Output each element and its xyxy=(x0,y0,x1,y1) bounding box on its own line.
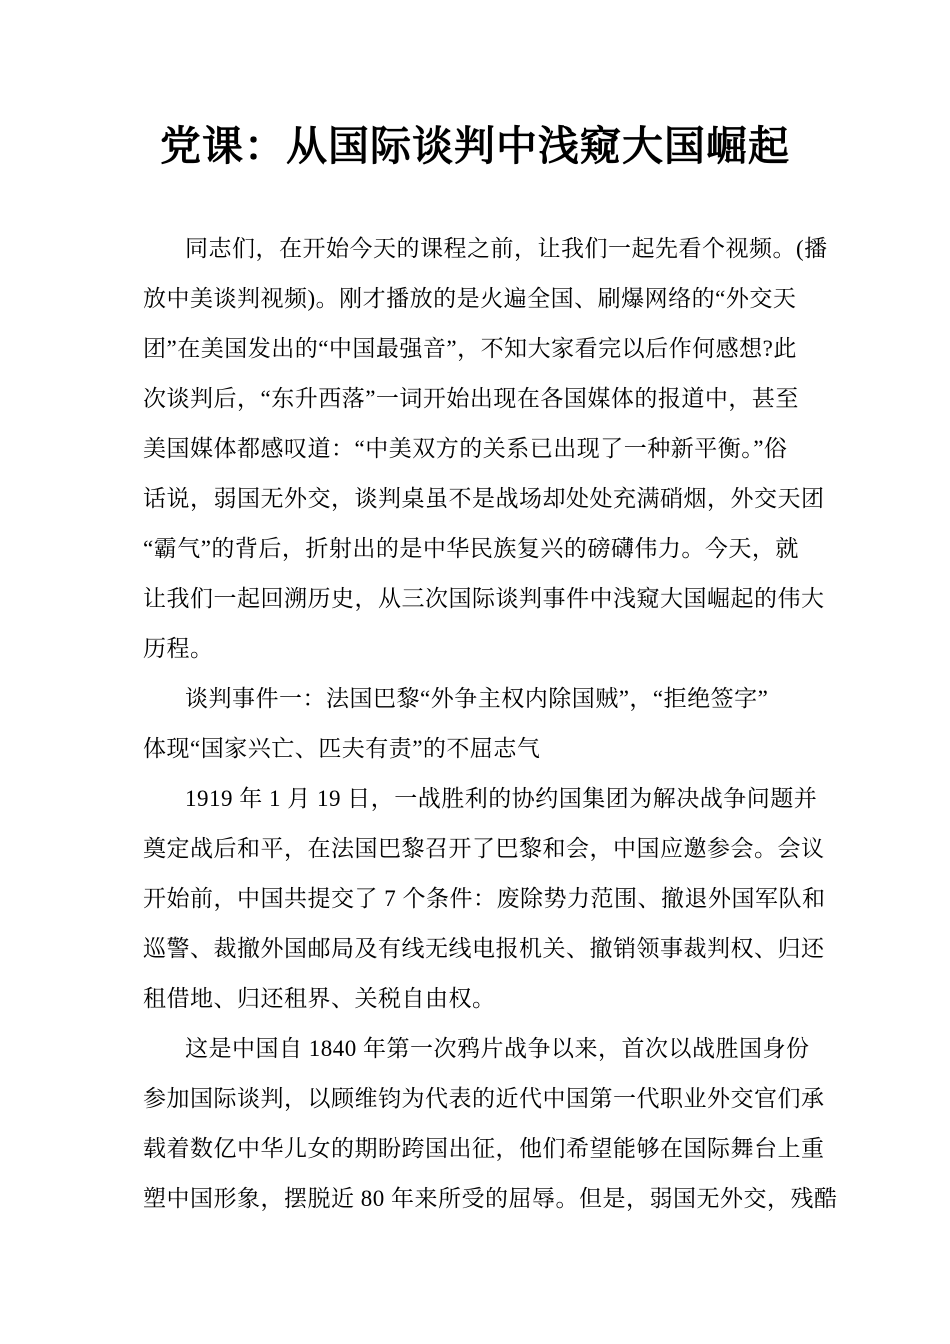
text-line: 美国媒体都感叹道：“中美双方的关系已出现了一种新平衡。”俗 xyxy=(143,436,788,461)
text-line: 次谈判后，“东升西落”一词开始出现在各国媒体的报道中，甚至 xyxy=(143,386,799,411)
text-line: 谈判事件一：法国巴黎“外争主权内除国贼”，“拒绝签字” xyxy=(185,686,769,711)
text-line: 1919 年 1 月 19 日，一战胜利的协约国集团为解决战争问题并 xyxy=(185,786,818,811)
text-line: 租借地、归还租界、关税自由权。 xyxy=(143,986,496,1011)
text-line: 开始前，中国共提交了 7 个条件：废除势力范围、撤退外国军队和 xyxy=(143,886,826,911)
paragraph xyxy=(143,674,843,774)
text-line: 团”在美国发出的“中国最强音”，不知大家看完以后作何感想?此 xyxy=(143,336,797,361)
paragraph xyxy=(143,224,843,674)
paragraph xyxy=(143,1024,843,1224)
text-line: 放中美谈判视频)。刚才播放的是火遍全国、刷爆网络的“外交天 xyxy=(143,286,797,311)
text-line: 载着数亿中华儿女的期盼跨国出征，他们希望能够在国际舞台上重 xyxy=(143,1136,825,1161)
document-body xyxy=(143,224,843,1224)
text-line: “霸气”的背后，折射出的是中华民族复兴的磅礴伟力。今天，就 xyxy=(143,536,799,561)
text-line: 历程。 xyxy=(143,636,214,661)
document-title: 党课：从国际谈判中浅窥大国崛起 xyxy=(160,123,790,169)
text-line: 让我们一起回溯历史，从三次国际谈判事件中浅窥大国崛起的伟大 xyxy=(143,586,825,611)
text-line: 同志们，在开始今天的课程之前，让我们一起先看个视频。(播 xyxy=(185,236,828,261)
text-line: 体现“国家兴亡、匹夫有责”的不屈志气 xyxy=(143,736,541,761)
text-line: 奠定战后和平，在法国巴黎召开了巴黎和会，中国应邀参会。会议 xyxy=(143,836,825,861)
text-line: 参加国际谈判，以顾维钧为代表的近代中国第一代职业外交官们承 xyxy=(143,1086,825,1111)
text-line: 塑中国形象，摆脱近 80 年来所受的屈辱。但是，弱国无外交，残酷 xyxy=(143,1186,838,1211)
text-line: 这是中国自 1840 年第一次鸦片战争以来，首次以战胜国身份 xyxy=(185,1036,810,1061)
text-line: 话说，弱国无外交，谈判桌虽不是战场却处处充满硝烟，外交天团 xyxy=(143,486,825,511)
paragraph xyxy=(143,774,843,1024)
text-line: 巡警、裁撤外国邮局及有线无线电报机关、撤销领事裁判权、归还 xyxy=(143,936,825,961)
